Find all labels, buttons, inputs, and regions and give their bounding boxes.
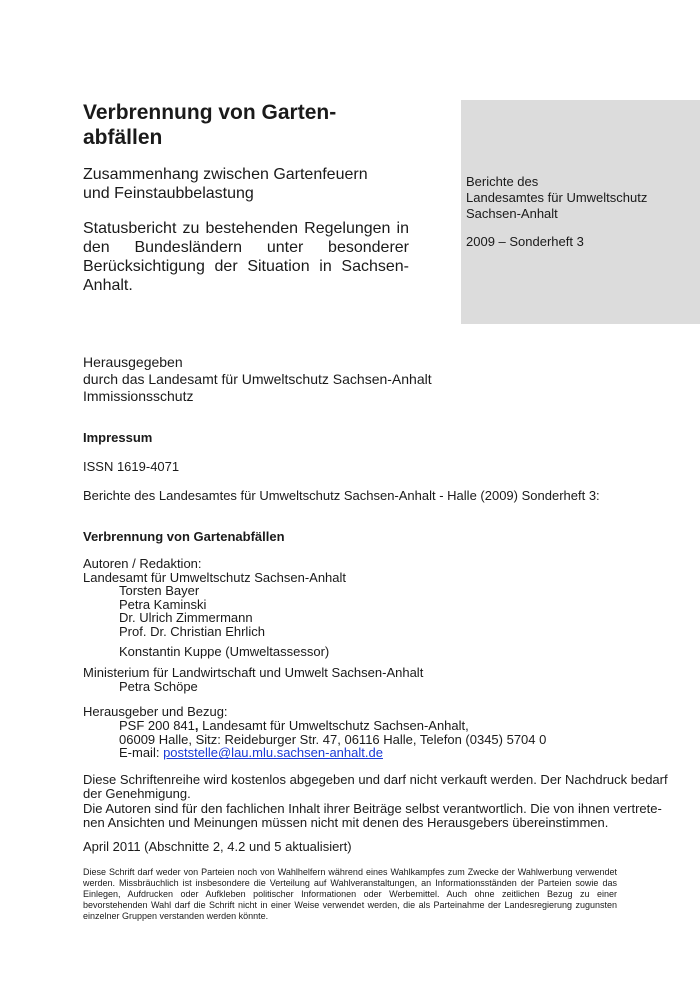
series-line-1: Berichte des [466,174,539,189]
citation: Berichte des Landesamtes für Umweltschutz Sachsen-Anhalt - Halle (2009) Sonderheft 3: [83,488,600,503]
contact-psf-line: PSF 200 841, Landesamt für Umweltschutz Sachsen-Anhalt, [119,717,469,733]
ministry-name: Ministerium für Landwirtschaft und Umwelt Sachsen-Anhalt [83,665,424,680]
title-line-2: abfällen [83,126,163,149]
extra-author: Konstantin Kuppe (Umweltassessor) [119,644,330,659]
series-issue: 2009 – Sonderheft 3 [466,234,584,249]
election-disclaimer: Diese Schrift darf weder von Parteien noch von Wahlhelfern während eines Wahlkampfes zum Zwecke der Wahlwerbung verwendet werden. Missbräuchlich ist insbesondere die Verteilung auf Wahlveranstaltungen, an Informationsständen der Parteien sowie das Einlegen, Aufdrucken oder Aufkleben politischer Informationen oder Werbemittel. Auch ohne zeitlichen Bezug zu einer bevorstehenden Wahl darf die Schrift nicht in einer Weise verwendet werden, die als Parteinahme der Landesregierung zugunsten einzelner Gruppen verstanden werden könnte. [83,867,617,921]
notice-line-4: nen Ansichten und Meinungen müssen nicht mit denen des Herausgebers übereinstimmen. [83,814,609,830]
notice-line-1: Diese Schriftenreihe wird kostenlos abgegeben und darf nicht verkauft werden. Der Nachdruck bedarf [83,772,668,787]
work-title: Verbrennung von Gartenabfällen [83,529,285,544]
notice-line-2: der Genehmigung. [83,786,191,802]
authors-label: Autoren / Redaktion: [83,556,202,571]
author-name: Prof. Dr. Christian Ehrlich [119,623,265,639]
email-link[interactable]: poststelle@lau.mlu.sachsen-anhalt.de [163,745,383,761]
contact-address: 06009 Halle, Sitz: Reideburger Str. 47, 06116 Halle, Telefon (0345) 5704 0 [119,731,547,747]
ministry-author: Petra Schöpe [119,679,198,694]
publisher-block [83,354,432,405]
author-name: Dr. Ulrich Zimmermann [119,610,253,626]
author-name: Petra Kaminski [119,596,207,612]
publisher-line-1: Herausgegeben [83,354,183,370]
document-title [83,100,336,150]
date-note: April 2011 (Abschnitte 2, 4.2 und 5 aktualisiert) [83,839,352,854]
contact-block [83,705,546,760]
subtitle-line-2: und Feinstaubbelastung [83,185,254,202]
contact-email-line [83,746,546,760]
contact-label: Herausgeber und Bezug: [83,704,228,719]
authors-block [83,557,346,639]
authors-org: Landesamt für Umweltschutz Sachsen-Anhalt [83,569,347,585]
notice-line-3: Die Autoren sind für den fachlichen Inhalt ihrer Beiträge selbst verantwortlich. Die von ihnen vertrete- [83,800,662,816]
series-name [466,174,647,222]
contact-psf-rest: Landesamt für Umweltschutz Sachsen-Anhalt, [198,717,469,733]
contact-psf: PSF 200 841 [119,717,195,733]
title-line-1: Verbrennung von Garten- [83,101,337,124]
subtitle-line-1: Zusammenhang zwischen Gartenfeuern [83,166,368,183]
contact-email-label: E-mail: [119,745,164,761]
document-subtitle [83,165,368,203]
series-line-2: Landesamtes für Umweltschutz [466,190,648,205]
notice-block [83,773,668,830]
publisher-line-3: Immissionsschutz [83,388,194,404]
status-report-description: Statusbericht zu bestehenden Regelungen in den Bundesländern unter besonderer Berücksichtigung der Situation in Sachsen-Anhalt. [83,220,409,294]
publisher-line-2: durch das Landesamt für Umweltschutz Sachsen-Anhalt [83,371,432,387]
series-line-3: Sachsen-Anhalt [466,206,558,221]
author-name: Torsten Bayer [119,583,200,599]
impressum-heading: Impressum [83,430,153,445]
ministry-block [83,666,423,694]
issn: ISSN 1619-4071 [83,459,180,474]
